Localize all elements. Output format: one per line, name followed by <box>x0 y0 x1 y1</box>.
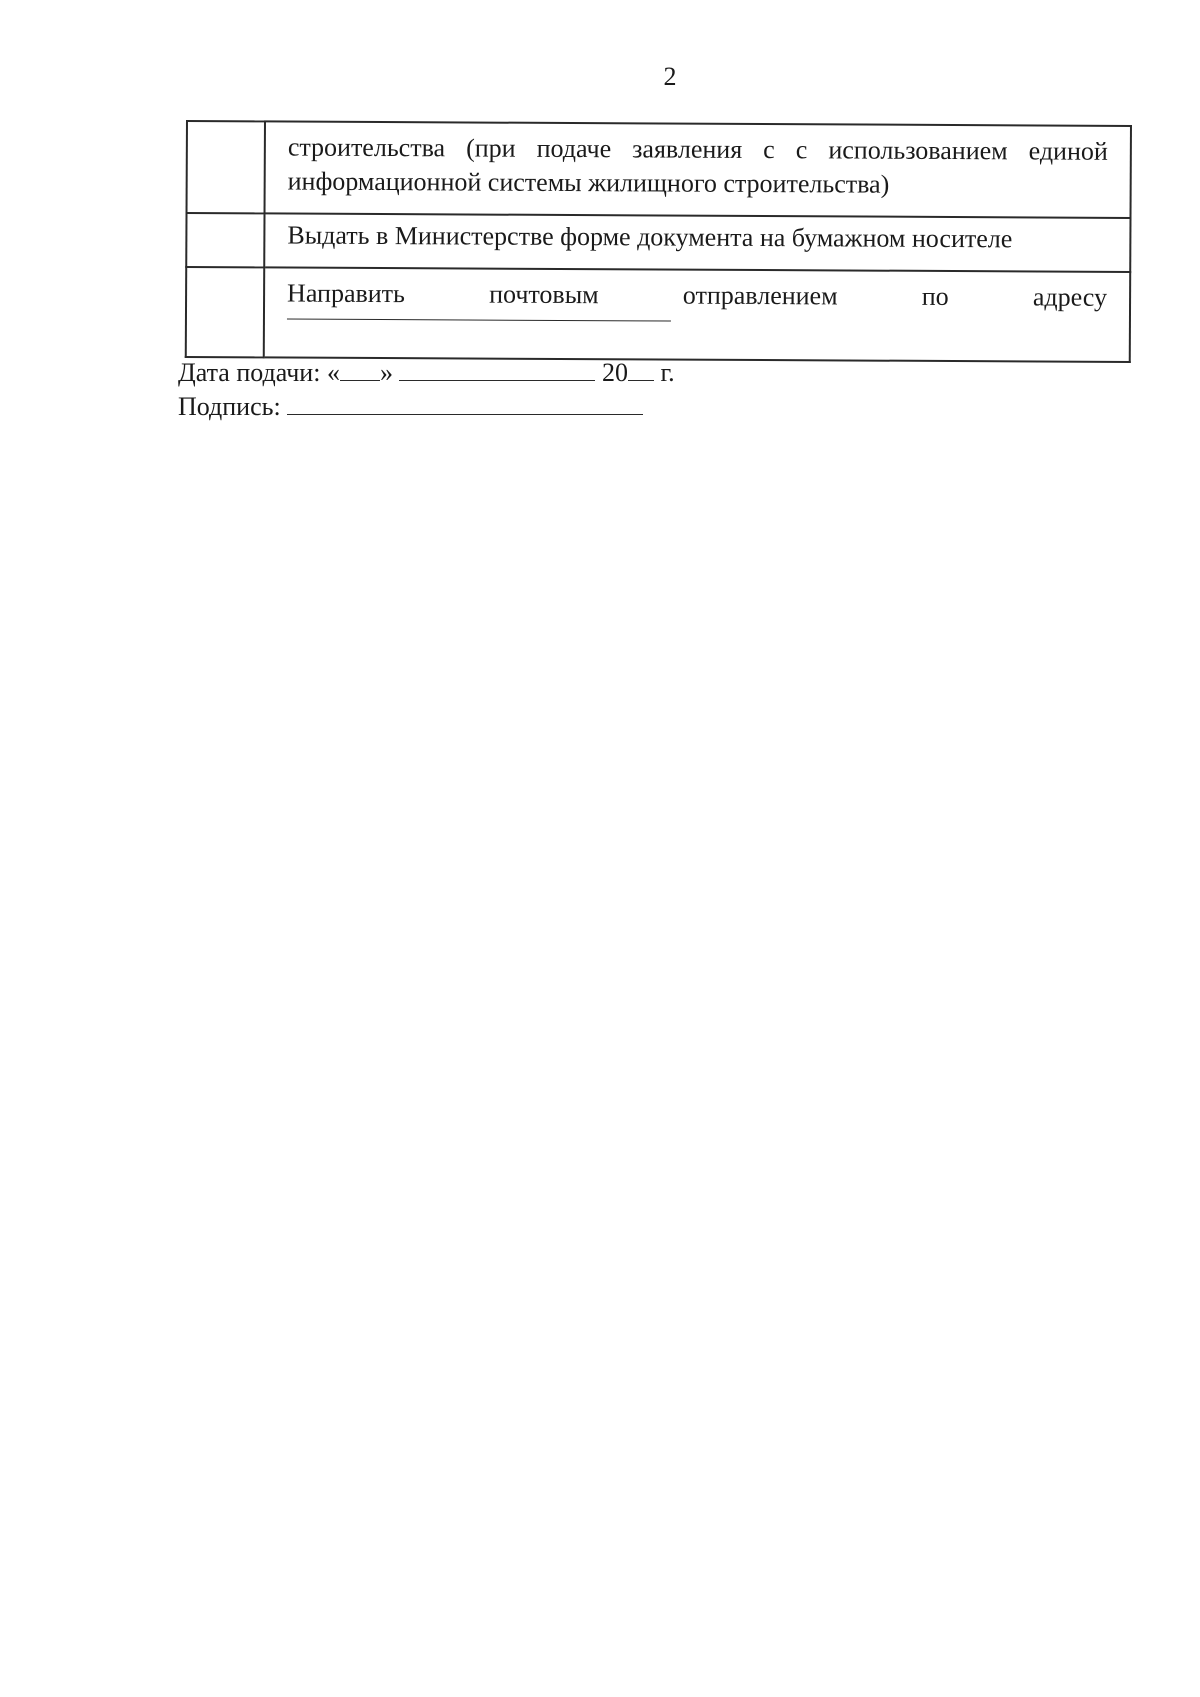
signature-blank[interactable] <box>287 394 643 415</box>
signature-label: Подпись: <box>178 392 281 421</box>
option-word: адресу <box>1032 282 1108 312</box>
option-text-line: информационной системы жилищного строительства) <box>287 166 890 199</box>
quote-close: » <box>379 358 393 387</box>
year-blank[interactable] <box>628 360 654 381</box>
table-row <box>186 213 1130 272</box>
option-text-line: строительства (при подаче заявления с с использованием единой <box>287 132 1108 166</box>
option-text-line: Выдать в Министерстве форме документа на бумажном носителе <box>287 220 1013 254</box>
quote-open: « <box>326 358 340 387</box>
date-line <box>178 356 675 390</box>
option-word: отправлением <box>682 280 838 311</box>
option-checkbox-cell[interactable] <box>186 213 264 267</box>
year-prefix: 20 <box>601 358 628 387</box>
submission-block <box>178 356 675 424</box>
option-word: почтовым <box>489 279 599 310</box>
option-checkbox-cell[interactable] <box>186 267 264 357</box>
page-number: 2 <box>663 62 677 91</box>
date-label: Дата подачи: <box>178 358 321 387</box>
delivery-options-table <box>185 120 1132 363</box>
option-word: по <box>921 281 949 311</box>
year-suffix: г. <box>660 358 675 387</box>
month-blank[interactable] <box>399 360 595 381</box>
option-text-cell <box>264 267 1130 362</box>
table-row <box>186 267 1130 362</box>
option-text-cell <box>265 121 1131 218</box>
signature-line <box>178 390 675 424</box>
option-text-cell <box>264 213 1130 272</box>
address-blank-line[interactable] <box>287 313 671 322</box>
option-checkbox-cell[interactable] <box>187 121 265 213</box>
option-word: Направить <box>287 278 406 309</box>
day-blank[interactable] <box>340 360 380 381</box>
option-text-line <box>287 277 1107 315</box>
table-row <box>187 121 1131 218</box>
